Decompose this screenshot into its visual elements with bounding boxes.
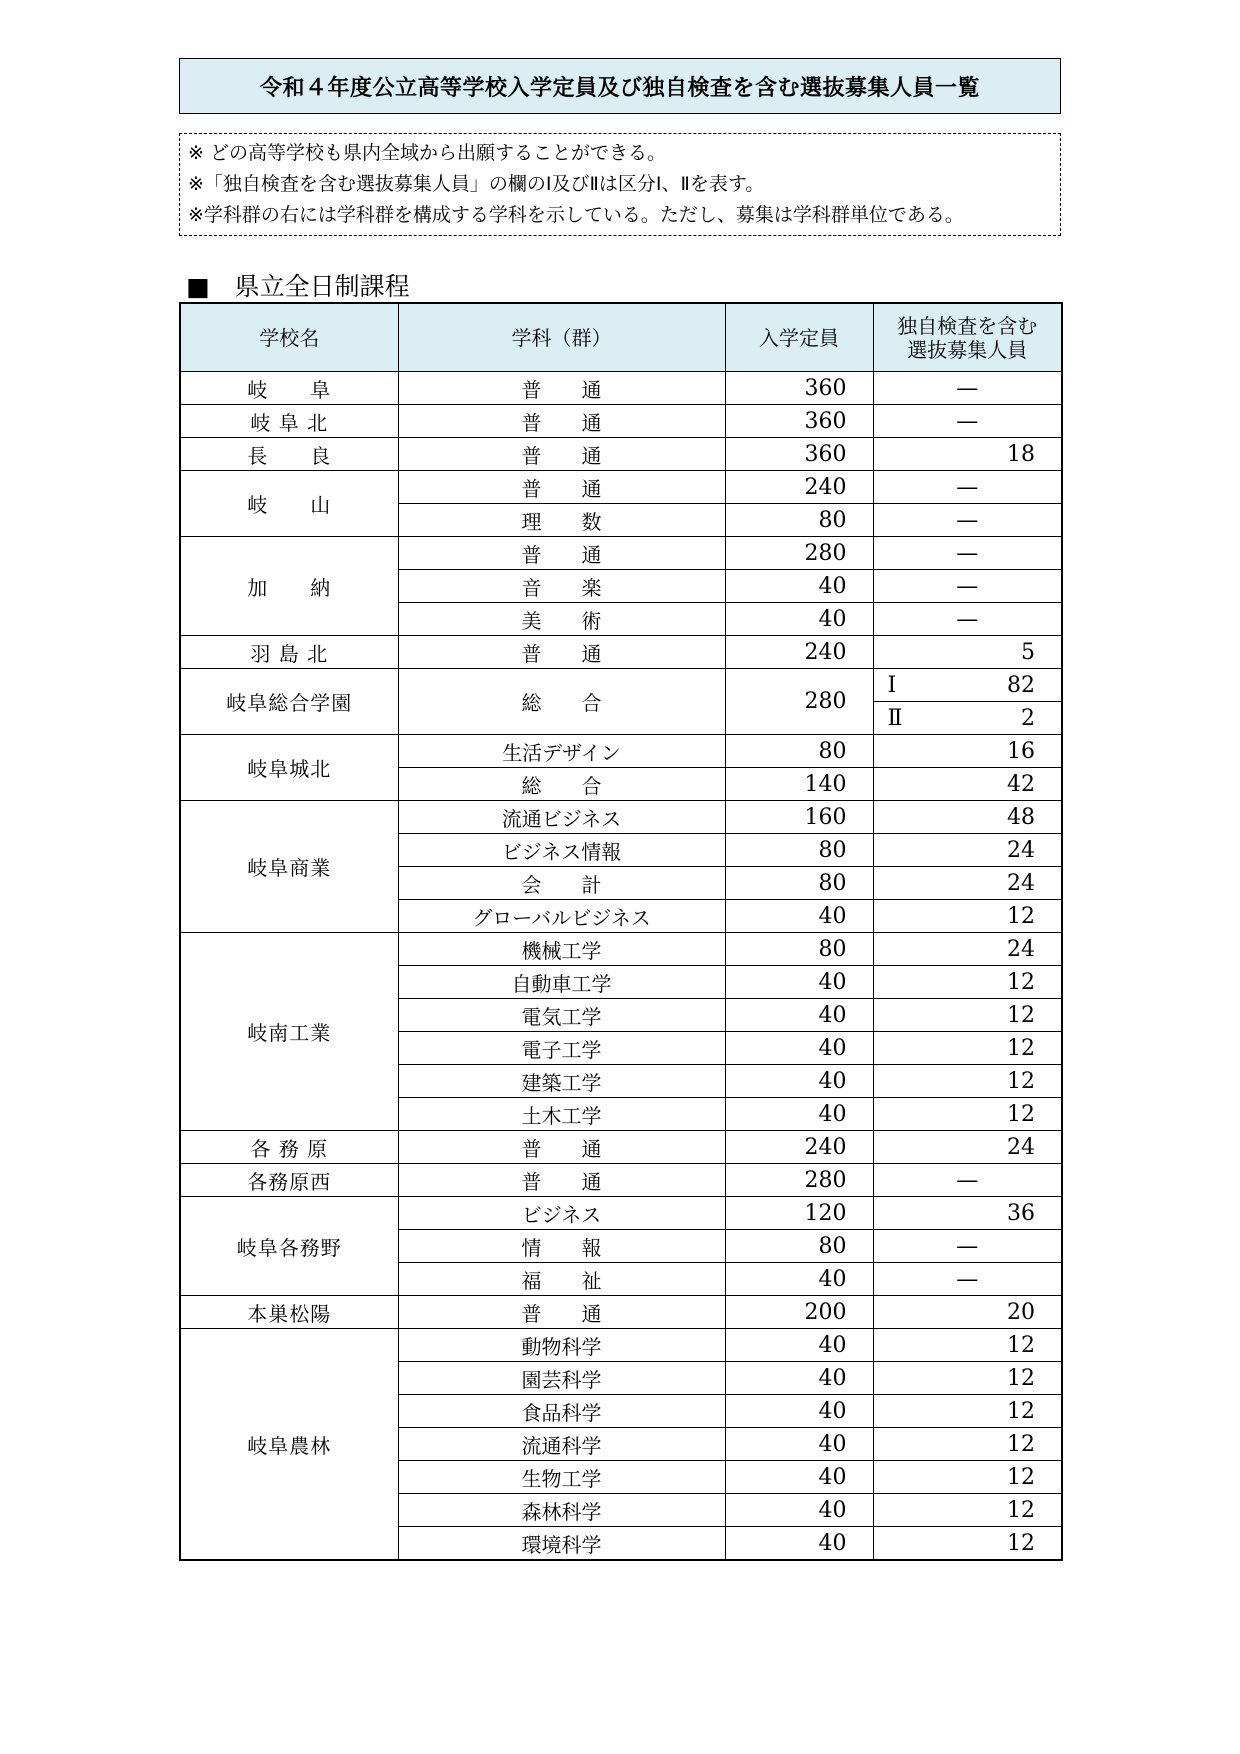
selection-cell: 12 [873, 966, 1062, 999]
selection-cell: — [873, 405, 1062, 438]
capacity-cell: 80 [725, 1230, 873, 1263]
capacity-cell: 40 [725, 1494, 873, 1527]
selection-cell: — [873, 1263, 1062, 1296]
department-cell: 総 合 [398, 669, 725, 735]
table-row [180, 372, 1062, 405]
school-name-cell: 岐阜総合学園 [180, 669, 398, 735]
selection-cell: 12 [873, 1098, 1062, 1131]
document-title: 令和４年度公立高等学校入学定員及び独自検査を含む選抜募集人員一覧 [179, 58, 1061, 114]
selection-cell: 42 [873, 768, 1062, 801]
selection-cell: 5 [873, 636, 1062, 669]
capacity-cell: 40 [725, 1263, 873, 1296]
department-cell: 土木工学 [398, 1098, 725, 1131]
department-cell: 建築工学 [398, 1065, 725, 1098]
table-row [180, 1131, 1062, 1164]
department-cell: 生活デザイン [398, 735, 725, 768]
table-row [180, 669, 1062, 702]
department-cell: 普 通 [398, 438, 725, 471]
capacity-cell: 40 [725, 1395, 873, 1428]
capacity-cell: 40 [725, 1461, 873, 1494]
header-selection [873, 303, 1062, 372]
capacity-cell: 120 [725, 1197, 873, 1230]
selection-cell: 18 [873, 438, 1062, 471]
selection-cell: 12 [873, 1362, 1062, 1395]
capacity-cell: 40 [725, 1527, 873, 1561]
department-cell: 総 合 [398, 768, 725, 801]
department-cell: 流通ビジネス [398, 801, 725, 834]
selection-cell: 12 [873, 1461, 1062, 1494]
department-cell: 電気工学 [398, 999, 725, 1032]
table-row [180, 438, 1062, 471]
department-cell: 音 楽 [398, 570, 725, 603]
selection-cell: 12 [873, 1395, 1062, 1428]
capacity-cell: 160 [725, 801, 873, 834]
department-cell: 会 計 [398, 867, 725, 900]
selection-cell: 12 [873, 999, 1062, 1032]
capacity-cell: 240 [725, 636, 873, 669]
department-cell: ビジネス [398, 1197, 725, 1230]
capacity-cell: 280 [725, 1164, 873, 1197]
capacity-cell: 140 [725, 768, 873, 801]
school-name-cell: 羽 島 北 [180, 636, 398, 669]
selection-cell: — [873, 570, 1062, 603]
department-cell: 福 祉 [398, 1263, 725, 1296]
table-row [180, 1164, 1062, 1197]
school-name-cell: 岐阜城北 [180, 735, 398, 801]
selection-cell: 12 [873, 1428, 1062, 1461]
capacity-cell: 40 [725, 570, 873, 603]
selection-cell: 16 [873, 735, 1062, 768]
table-row [180, 933, 1062, 966]
selection-cell: — [873, 603, 1062, 636]
department-cell: 環境科学 [398, 1527, 725, 1561]
section-heading: ■ 県立全日制課程 [186, 272, 410, 301]
selection-cell: — [873, 372, 1062, 405]
table-row [180, 1329, 1062, 1362]
selection-cell: 20 [873, 1296, 1062, 1329]
selection-cell: 12 [873, 1032, 1062, 1065]
selection-value: 82 [1007, 672, 1035, 698]
header-school: 学校名 [180, 303, 398, 372]
selection-cell: 12 [873, 1527, 1062, 1561]
school-name-cell: 岐 阜 北 [180, 405, 398, 438]
selection-cell: — [873, 537, 1062, 570]
selection-category-label: Ⅱ [887, 705, 903, 731]
selection-value: 2 [1021, 705, 1035, 731]
department-cell: 電子工学 [398, 1032, 725, 1065]
school-name-cell: 岐南工業 [180, 933, 398, 1131]
capacity-cell: 40 [725, 603, 873, 636]
header-capacity: 入学定員 [725, 303, 873, 372]
department-cell: 美 術 [398, 603, 725, 636]
selection-cell: 12 [873, 1329, 1062, 1362]
capacity-cell: 200 [725, 1296, 873, 1329]
capacity-cell: 80 [725, 933, 873, 966]
table-row [180, 801, 1062, 834]
department-cell: 普 通 [398, 471, 725, 504]
capacity-cell: 40 [725, 1428, 873, 1461]
school-name-cell: 長 良 [180, 438, 398, 471]
capacity-cell: 360 [725, 372, 873, 405]
selection-cell: 24 [873, 1131, 1062, 1164]
capacity-cell: 40 [725, 966, 873, 999]
school-name-cell: 岐阜各務野 [180, 1197, 398, 1296]
department-cell: 情 報 [398, 1230, 725, 1263]
capacity-cell: 240 [725, 471, 873, 504]
department-cell: 生物工学 [398, 1461, 725, 1494]
capacity-cell: 40 [725, 1032, 873, 1065]
school-name-cell: 岐阜商業 [180, 801, 398, 933]
table-row [180, 537, 1062, 570]
capacity-cell: 80 [725, 867, 873, 900]
note-line: ※学科群の右には学科群を構成する学科を示している。ただし、募集は学科群単位である。 [188, 204, 964, 226]
capacity-cell: 80 [725, 735, 873, 768]
selection-cell: 24 [873, 933, 1062, 966]
selection-cell: 24 [873, 867, 1062, 900]
capacity-cell: 280 [725, 669, 873, 735]
department-cell: ビジネス情報 [398, 834, 725, 867]
notes-box [179, 133, 1061, 236]
selection-cell: — [873, 471, 1062, 504]
capacity-cell: 80 [725, 834, 873, 867]
selection-cell: — [873, 1164, 1062, 1197]
capacity-cell: 80 [725, 504, 873, 537]
capacity-cell: 40 [725, 900, 873, 933]
note-line: ※「独自検査を含む選抜募集人員」の欄のⅠ及びⅡは区分Ⅰ、Ⅱを表す。 [188, 173, 765, 195]
table-body [180, 372, 1062, 1561]
enrollment-table [179, 302, 1063, 1561]
table-row [180, 1296, 1062, 1329]
department-cell: 理 数 [398, 504, 725, 537]
table-row [180, 735, 1062, 768]
header-department: 学科（群） [398, 303, 725, 372]
department-cell: 普 通 [398, 1296, 725, 1329]
selection-cell [873, 669, 1062, 702]
table-row [180, 471, 1062, 504]
selection-cell: 12 [873, 1494, 1062, 1527]
school-name-cell: 各 務 原 [180, 1131, 398, 1164]
selection-cell: 36 [873, 1197, 1062, 1230]
capacity-cell: 40 [725, 1362, 873, 1395]
capacity-cell: 40 [725, 1098, 873, 1131]
school-name-cell: 各務原西 [180, 1164, 398, 1197]
department-cell: 普 通 [398, 1164, 725, 1197]
selection-cell: 12 [873, 1065, 1062, 1098]
table-row [180, 405, 1062, 438]
header-selection-line2: 選抜募集人員 [907, 337, 1028, 362]
department-cell: 普 通 [398, 372, 725, 405]
selection-cell: — [873, 504, 1062, 537]
capacity-cell: 40 [725, 1065, 873, 1098]
department-cell: 森林科学 [398, 1494, 725, 1527]
capacity-cell: 40 [725, 1329, 873, 1362]
selection-cell [873, 702, 1062, 735]
capacity-cell: 360 [725, 405, 873, 438]
department-cell: 自動車工学 [398, 966, 725, 999]
table-header-row [180, 303, 1062, 372]
department-cell: 機械工学 [398, 933, 725, 966]
department-cell: 普 通 [398, 1131, 725, 1164]
department-cell: 普 通 [398, 636, 725, 669]
selection-cell: 24 [873, 834, 1062, 867]
selection-cell: 12 [873, 900, 1062, 933]
school-name-cell: 本巣松陽 [180, 1296, 398, 1329]
selection-cell: 48 [873, 801, 1062, 834]
department-cell: 食品科学 [398, 1395, 725, 1428]
capacity-cell: 240 [725, 1131, 873, 1164]
school-name-cell: 加 納 [180, 537, 398, 636]
table-row [180, 1197, 1062, 1230]
department-cell: 普 通 [398, 537, 725, 570]
department-cell: グローバルビジネス [398, 900, 725, 933]
department-cell: 動物科学 [398, 1329, 725, 1362]
school-name-cell: 岐 山 [180, 471, 398, 537]
department-cell: 園芸科学 [398, 1362, 725, 1395]
table-row [180, 636, 1062, 669]
school-name-cell: 岐 阜 [180, 372, 398, 405]
selection-cell: — [873, 1230, 1062, 1263]
note-line: ※ どの高等学校も県内全域から出願することができる。 [188, 142, 666, 164]
capacity-cell: 280 [725, 537, 873, 570]
selection-category-label: Ⅰ [887, 672, 897, 698]
capacity-cell: 360 [725, 438, 873, 471]
school-name-cell: 岐阜農林 [180, 1329, 398, 1561]
capacity-cell: 40 [725, 999, 873, 1032]
header-selection-line1: 独自検査を含む [897, 313, 1038, 338]
department-cell: 普 通 [398, 405, 725, 438]
department-cell: 流通科学 [398, 1428, 725, 1461]
